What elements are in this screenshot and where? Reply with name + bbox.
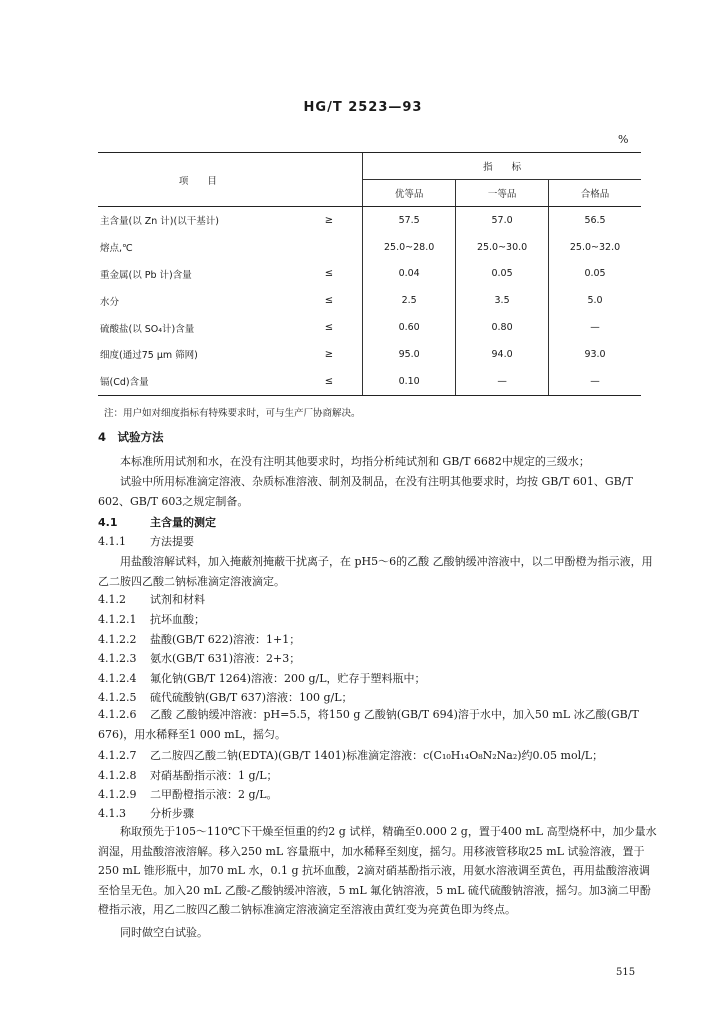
reagent-number: 4.1.2.8 bbox=[98, 769, 137, 782]
reagent-item bbox=[98, 747, 603, 763]
row-value: — bbox=[549, 368, 641, 395]
reagent-number: 4.1.2.4 bbox=[98, 672, 137, 685]
reagent-number: 4.1.2.5 bbox=[98, 691, 137, 704]
row-symbol: ≥ bbox=[324, 214, 334, 226]
reagent-number: 4.1.2.7 bbox=[98, 749, 137, 762]
reagent-item bbox=[98, 650, 300, 666]
row-symbol bbox=[296, 234, 363, 261]
row-value: 0.80 bbox=[456, 314, 549, 341]
reagent-item bbox=[98, 767, 278, 783]
section-title: 主含量的测定 bbox=[150, 516, 216, 529]
row-symbol: ≤ bbox=[324, 268, 334, 280]
reagent-item bbox=[98, 705, 660, 744]
row-value: 95.0 bbox=[363, 341, 456, 368]
section-title: 方法提要 bbox=[150, 535, 194, 548]
reagent-item bbox=[98, 689, 353, 705]
reagent-text: 氟化钠(GB/T 1264)溶液：200 g/L，贮存于塑料瓶中； bbox=[150, 672, 426, 685]
table-row bbox=[98, 287, 641, 314]
row-value: 0.04 bbox=[363, 261, 456, 288]
row-value: 0.05 bbox=[456, 261, 549, 288]
section-4-heading: 4 试验方法 bbox=[98, 430, 164, 444]
reagent-text: 二甲酚橙指示液：2 g/L。 bbox=[150, 788, 278, 801]
header-indicator: 指 标 bbox=[363, 153, 641, 180]
section-number: 4.1.3 bbox=[98, 807, 126, 820]
method-summary-text: 用盐酸溶解试料，加入掩蔽剂掩蔽干扰离子，在 pH5～6的乙酸 乙酸钠缓冲溶液中，以二甲酚橙为指示液，用乙二胺四乙酸二钠标准滴定溶液滴定。 bbox=[98, 555, 653, 588]
section-4-paragraph-2: 试验中所用标准滴定溶液、杂质标准溶液、制剂及制品，在没有注明其他要求时，均按 GB/T 601、GB/T 602、GB/T 603之规定制备。 bbox=[98, 475, 633, 508]
row-symbol: ≥ bbox=[324, 348, 334, 360]
row-value: — bbox=[549, 314, 641, 341]
row-item: 水分 bbox=[100, 296, 120, 308]
row-item: 镉(Cd)含量 bbox=[98, 368, 296, 395]
reagent-number: 4.1.2.1 bbox=[98, 613, 137, 626]
row-value: 57.5 bbox=[363, 207, 456, 234]
grade-first: 一等品 bbox=[456, 180, 549, 207]
section-number: 4.1.1 bbox=[98, 535, 126, 548]
section-title: 分析步骤 bbox=[150, 807, 194, 820]
row-item: 重金属(以 Pb 计)含量 bbox=[100, 269, 192, 281]
row-value: 94.0 bbox=[456, 341, 549, 368]
table-unit: % bbox=[618, 133, 629, 146]
reagent-text: 氨水(GB/T 631)溶液：2+3； bbox=[150, 652, 301, 665]
standard-number-header: HG/T 2523—93 bbox=[303, 100, 423, 115]
blank-test-text: 同时做空白试验。 bbox=[120, 926, 208, 939]
row-value: 3.5 bbox=[456, 287, 549, 314]
reagent-number: 4.1.2.2 bbox=[98, 633, 137, 646]
reagent-item bbox=[98, 611, 205, 627]
row-item: 熔点,℃ bbox=[100, 243, 133, 255]
reagent-number: 4.1.2.3 bbox=[98, 652, 137, 665]
table-row bbox=[98, 314, 641, 341]
row-value: 57.0 bbox=[456, 207, 549, 234]
reagent-text: 乙酸 乙酸钠缓冲溶液：pH=5.5，将150 g 乙酸钠(GB/T 694)溶于水中，加入50 mL 冰乙酸(GB/T 676)，用水稀释至1 000 mL，摇匀。 bbox=[98, 708, 639, 741]
procedure-paragraph: 称取预先于105～110℃下干燥至恒重的约2 g 试样，精确至0.000 2 g，置于400 mL 高型烧杯中，加少量水润湿，用盐酸溶液溶解。移入250 mL 容量瓶中，加水稀释至刻度，摇匀。用移液管移取25 mL 试验溶液，置于250 mL 锥形瓶中，加70 mL 水，0.1 g 抗坏血酸，2滴对硝基酚指示液，用氨水溶液调至黄色，再用盐酸溶液调至恰呈无色。加入20 mL 乙酸-乙酸钠缓冲溶液，5 mL 氟化钠溶液，5 mL 硫代硫酸钠溶液，摇匀。加3滴二甲酚橙指示液，用乙二胺四乙酸二钠标准滴定溶液滴定至溶液由黄红变为亮黄色即为终点。 bbox=[98, 825, 657, 916]
reagent-number: 4.1.2.9 bbox=[98, 788, 137, 801]
table-row bbox=[98, 341, 641, 368]
row-item: 细度(通过75 μm 筛网) bbox=[100, 350, 198, 362]
header-symbol-col bbox=[296, 153, 363, 207]
section-4-paragraph-1: 本标准所用试剂和水，在没有注明其他要求时，均指分析纯试剂和 GB/T 6682中规定的三级水； bbox=[120, 455, 590, 468]
row-value: 0.10 bbox=[363, 368, 456, 395]
section-4-1-2-heading bbox=[98, 591, 205, 607]
row-symbol: ≤ bbox=[296, 368, 363, 395]
section-4-1-3-heading bbox=[98, 805, 194, 821]
table-row bbox=[98, 261, 641, 288]
row-value: — bbox=[456, 368, 549, 395]
reagent-item bbox=[98, 786, 278, 802]
section-number: 4.1.2 bbox=[98, 593, 126, 606]
section-4-1-heading bbox=[98, 514, 216, 530]
section-number: 4.1 bbox=[98, 516, 118, 529]
row-value: 25.0~30.0 bbox=[456, 234, 549, 261]
row-symbol: ≤ bbox=[324, 322, 334, 334]
table-row bbox=[98, 207, 641, 234]
row-value: 56.5 bbox=[549, 207, 641, 234]
table-row bbox=[98, 234, 641, 261]
grade-qualified: 合格品 bbox=[549, 180, 641, 207]
row-value: 0.05 bbox=[549, 261, 641, 288]
reagent-item bbox=[98, 631, 300, 647]
reagent-number: 4.1.2.6 bbox=[98, 708, 137, 721]
page-number: 515 bbox=[616, 967, 636, 978]
row-symbol: ≤ bbox=[324, 295, 334, 307]
row-value: 25.0~28.0 bbox=[363, 234, 456, 261]
specification-table bbox=[98, 152, 641, 396]
reagent-text: 对硝基酚指示液：1 g/L； bbox=[150, 769, 278, 782]
row-value: 25.0~32.0 bbox=[549, 234, 641, 261]
reagent-item bbox=[98, 670, 426, 686]
reagent-text: 硫代硫酸钠(GB/T 637)溶液：100 g/L； bbox=[150, 691, 353, 704]
section-4-1-1-heading bbox=[98, 533, 194, 549]
row-value: 0.60 bbox=[363, 314, 456, 341]
reagent-text: 抗坏血酸； bbox=[150, 613, 205, 626]
row-value: 93.0 bbox=[549, 341, 641, 368]
section-title: 试剂和材料 bbox=[150, 593, 205, 606]
row-item: 硫酸盐(以 SO₄计)含量 bbox=[100, 323, 195, 335]
reagent-text: 乙二胺四乙酸二钠(EDTA)(GB/T 1401)标准滴定溶液：c(C₁₀H₁₄O₈N₂Na₂)约0.05 mol/L； bbox=[150, 749, 604, 762]
row-value: 2.5 bbox=[363, 287, 456, 314]
table-note: 注：用户如对细度指标有特殊要求时，可与生产厂协商解决。 bbox=[104, 408, 361, 419]
row-item: 主含量(以 Zn 计)(以干基计) bbox=[100, 216, 219, 228]
row-value: 5.0 bbox=[549, 287, 641, 314]
table-row bbox=[98, 368, 641, 395]
header-item: 项 目 bbox=[98, 153, 296, 207]
grade-superior: 优等品 bbox=[363, 180, 456, 207]
reagent-text: 盐酸(GB/T 622)溶液：1+1； bbox=[150, 633, 301, 646]
